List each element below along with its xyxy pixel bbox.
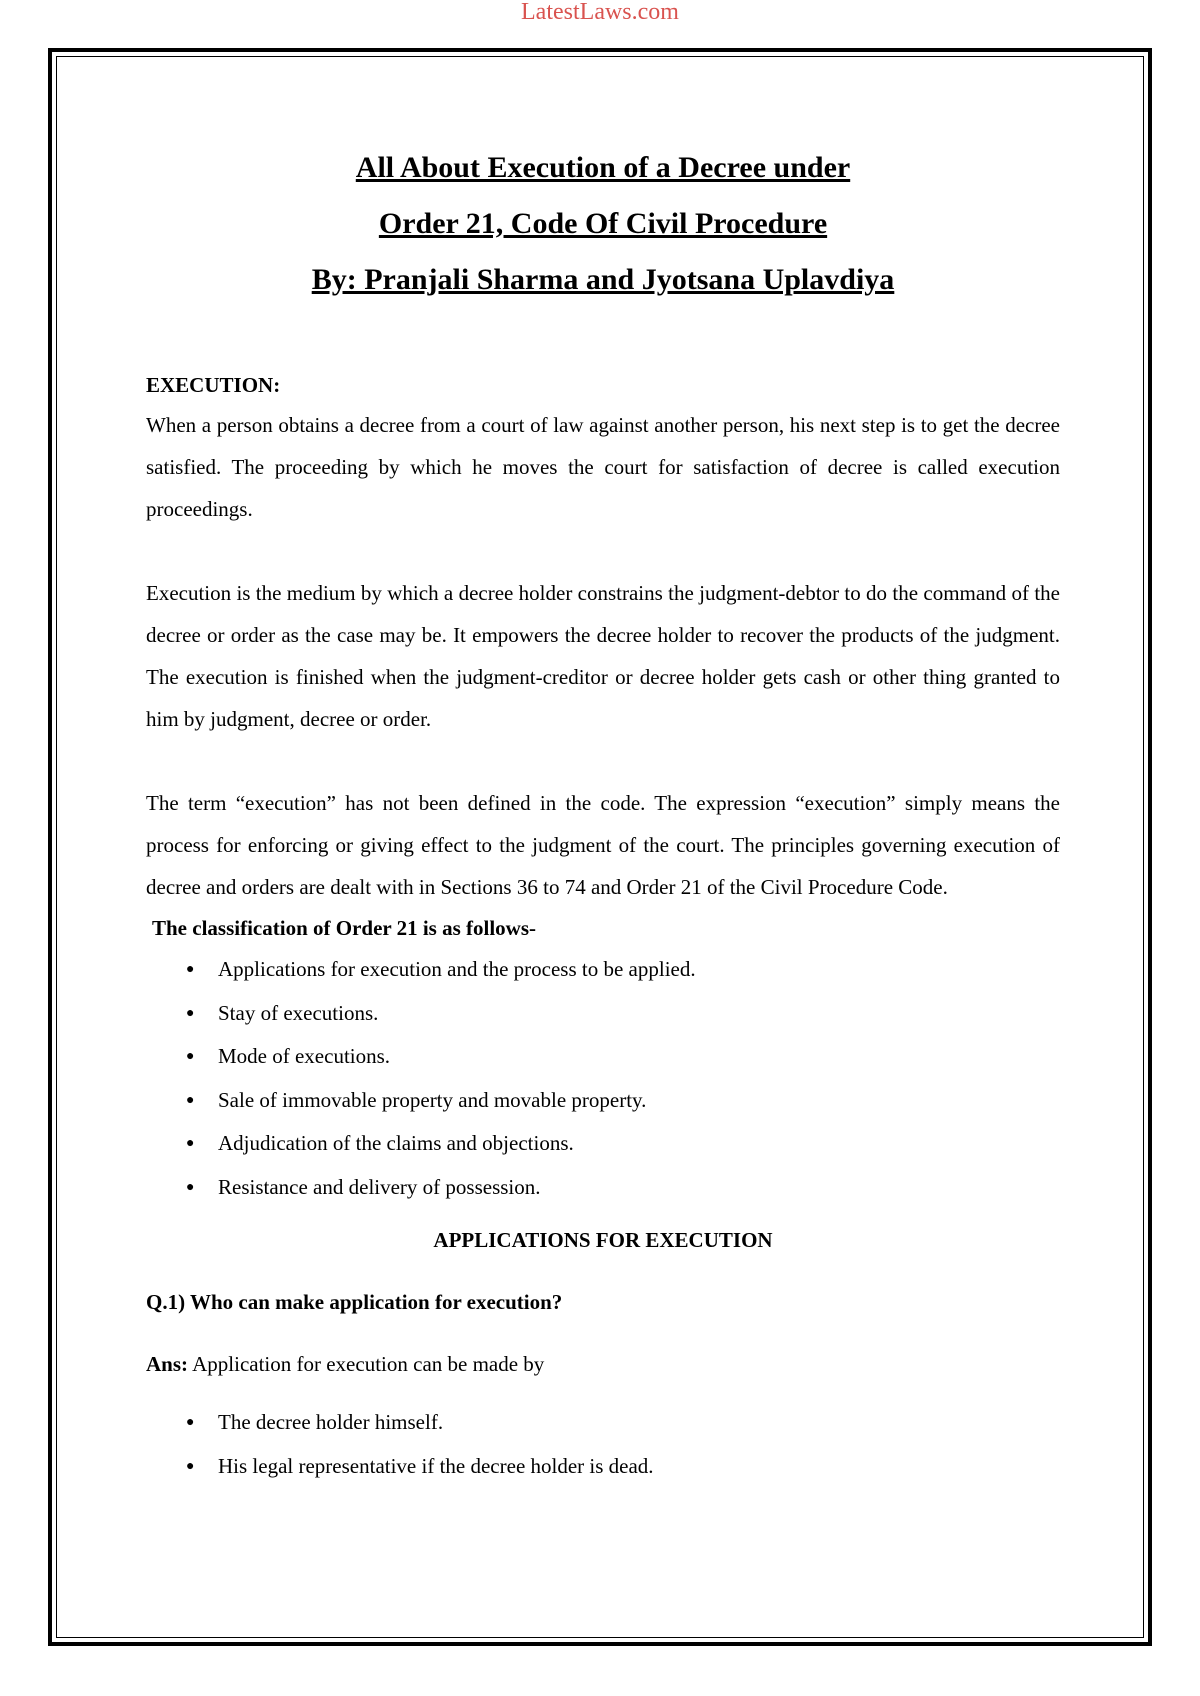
bullet-icon: ● [186, 1136, 195, 1151]
question-1: Q.1) Who can make application for execution? [146, 1290, 563, 1314]
list-item [146, 992, 1060, 1036]
watermark: LatestLaws.com [521, 0, 679, 25]
answer [146, 1347, 1060, 1381]
list-item [146, 1035, 1060, 1079]
title-author-line: By: Pranjali Sharma and Jyotsana Uplavdiya [311, 263, 895, 296]
title-line-1: All About Execution of a Decree under [355, 151, 851, 184]
list-item-text: Sale of immovable property and movable property. [218, 1087, 647, 1112]
list-item-text: Resistance and delivery of possession. [218, 1174, 541, 1199]
list-item-text: Adjudication of the claims and objections. [218, 1131, 574, 1155]
list-item [146, 1445, 1060, 1489]
list-item-text: Stay of executions. [218, 1000, 379, 1025]
document-body [146, 140, 1060, 1488]
list-item-text: Applications for execution and the process to be applied. [218, 957, 696, 981]
answer-text: Application for execution can be made by [188, 1352, 545, 1376]
list-item-text: Mode of executions. [218, 1044, 391, 1068]
answer-label: Ans: [146, 1352, 189, 1376]
list-item [146, 1401, 1060, 1445]
bullet-icon: ● [186, 962, 195, 977]
execution-heading: EXECUTION: [146, 373, 281, 397]
bullet-icon: ● [186, 1005, 195, 1021]
list-item [146, 1166, 1060, 1210]
title-line-2: Order 21, Code Of Civil Procedure [378, 207, 828, 240]
list-item-text: His legal representative if the decree holder is dead. [218, 1453, 654, 1478]
section-heading: APPLICATIONS FOR EXECUTION [433, 1228, 773, 1252]
classification-heading: The classification of Order 21 is as follows- [152, 916, 537, 940]
paragraph-3: The term “execution” has not been defined in the code. The expression “execution” simply means the process for enforcing or giving effect to the judgment of the court. The principles governing execution of decree and orders are dealt with in Sections 36 to 74 and Order 21 of the Civil Procedure Code. [146, 791, 1060, 899]
list-item [146, 1079, 1060, 1123]
list-item [146, 1122, 1060, 1166]
classification-list [146, 948, 1060, 1209]
list-item-text: The decree holder himself. [218, 1410, 444, 1434]
paragraph-1: When a person obtains a decree from a court of law against another person, his next step is to get the decree satisfied. The proceeding by which he moves the court for satisfaction of decree is called execution proceedings. [146, 413, 1060, 521]
list-item [146, 948, 1060, 992]
bullet-icon: ● [186, 1049, 195, 1064]
bullet-icon: ● [186, 1415, 195, 1430]
answer-list [146, 1401, 1060, 1488]
paragraph-2: Execution is the medium by which a decree holder constrains the judgment-debtor to do the command of the decree or order as the case may be. It empowers the decree holder to recover the products of the judgment. The execution is finished when the judgment-creditor or decree holder gets cash or other thing granted to him by judgment, decree or order. [146, 581, 1060, 731]
bullet-icon: ● [186, 1092, 195, 1108]
bullet-icon: ● [186, 1458, 195, 1474]
bullet-icon: ● [186, 1179, 195, 1195]
